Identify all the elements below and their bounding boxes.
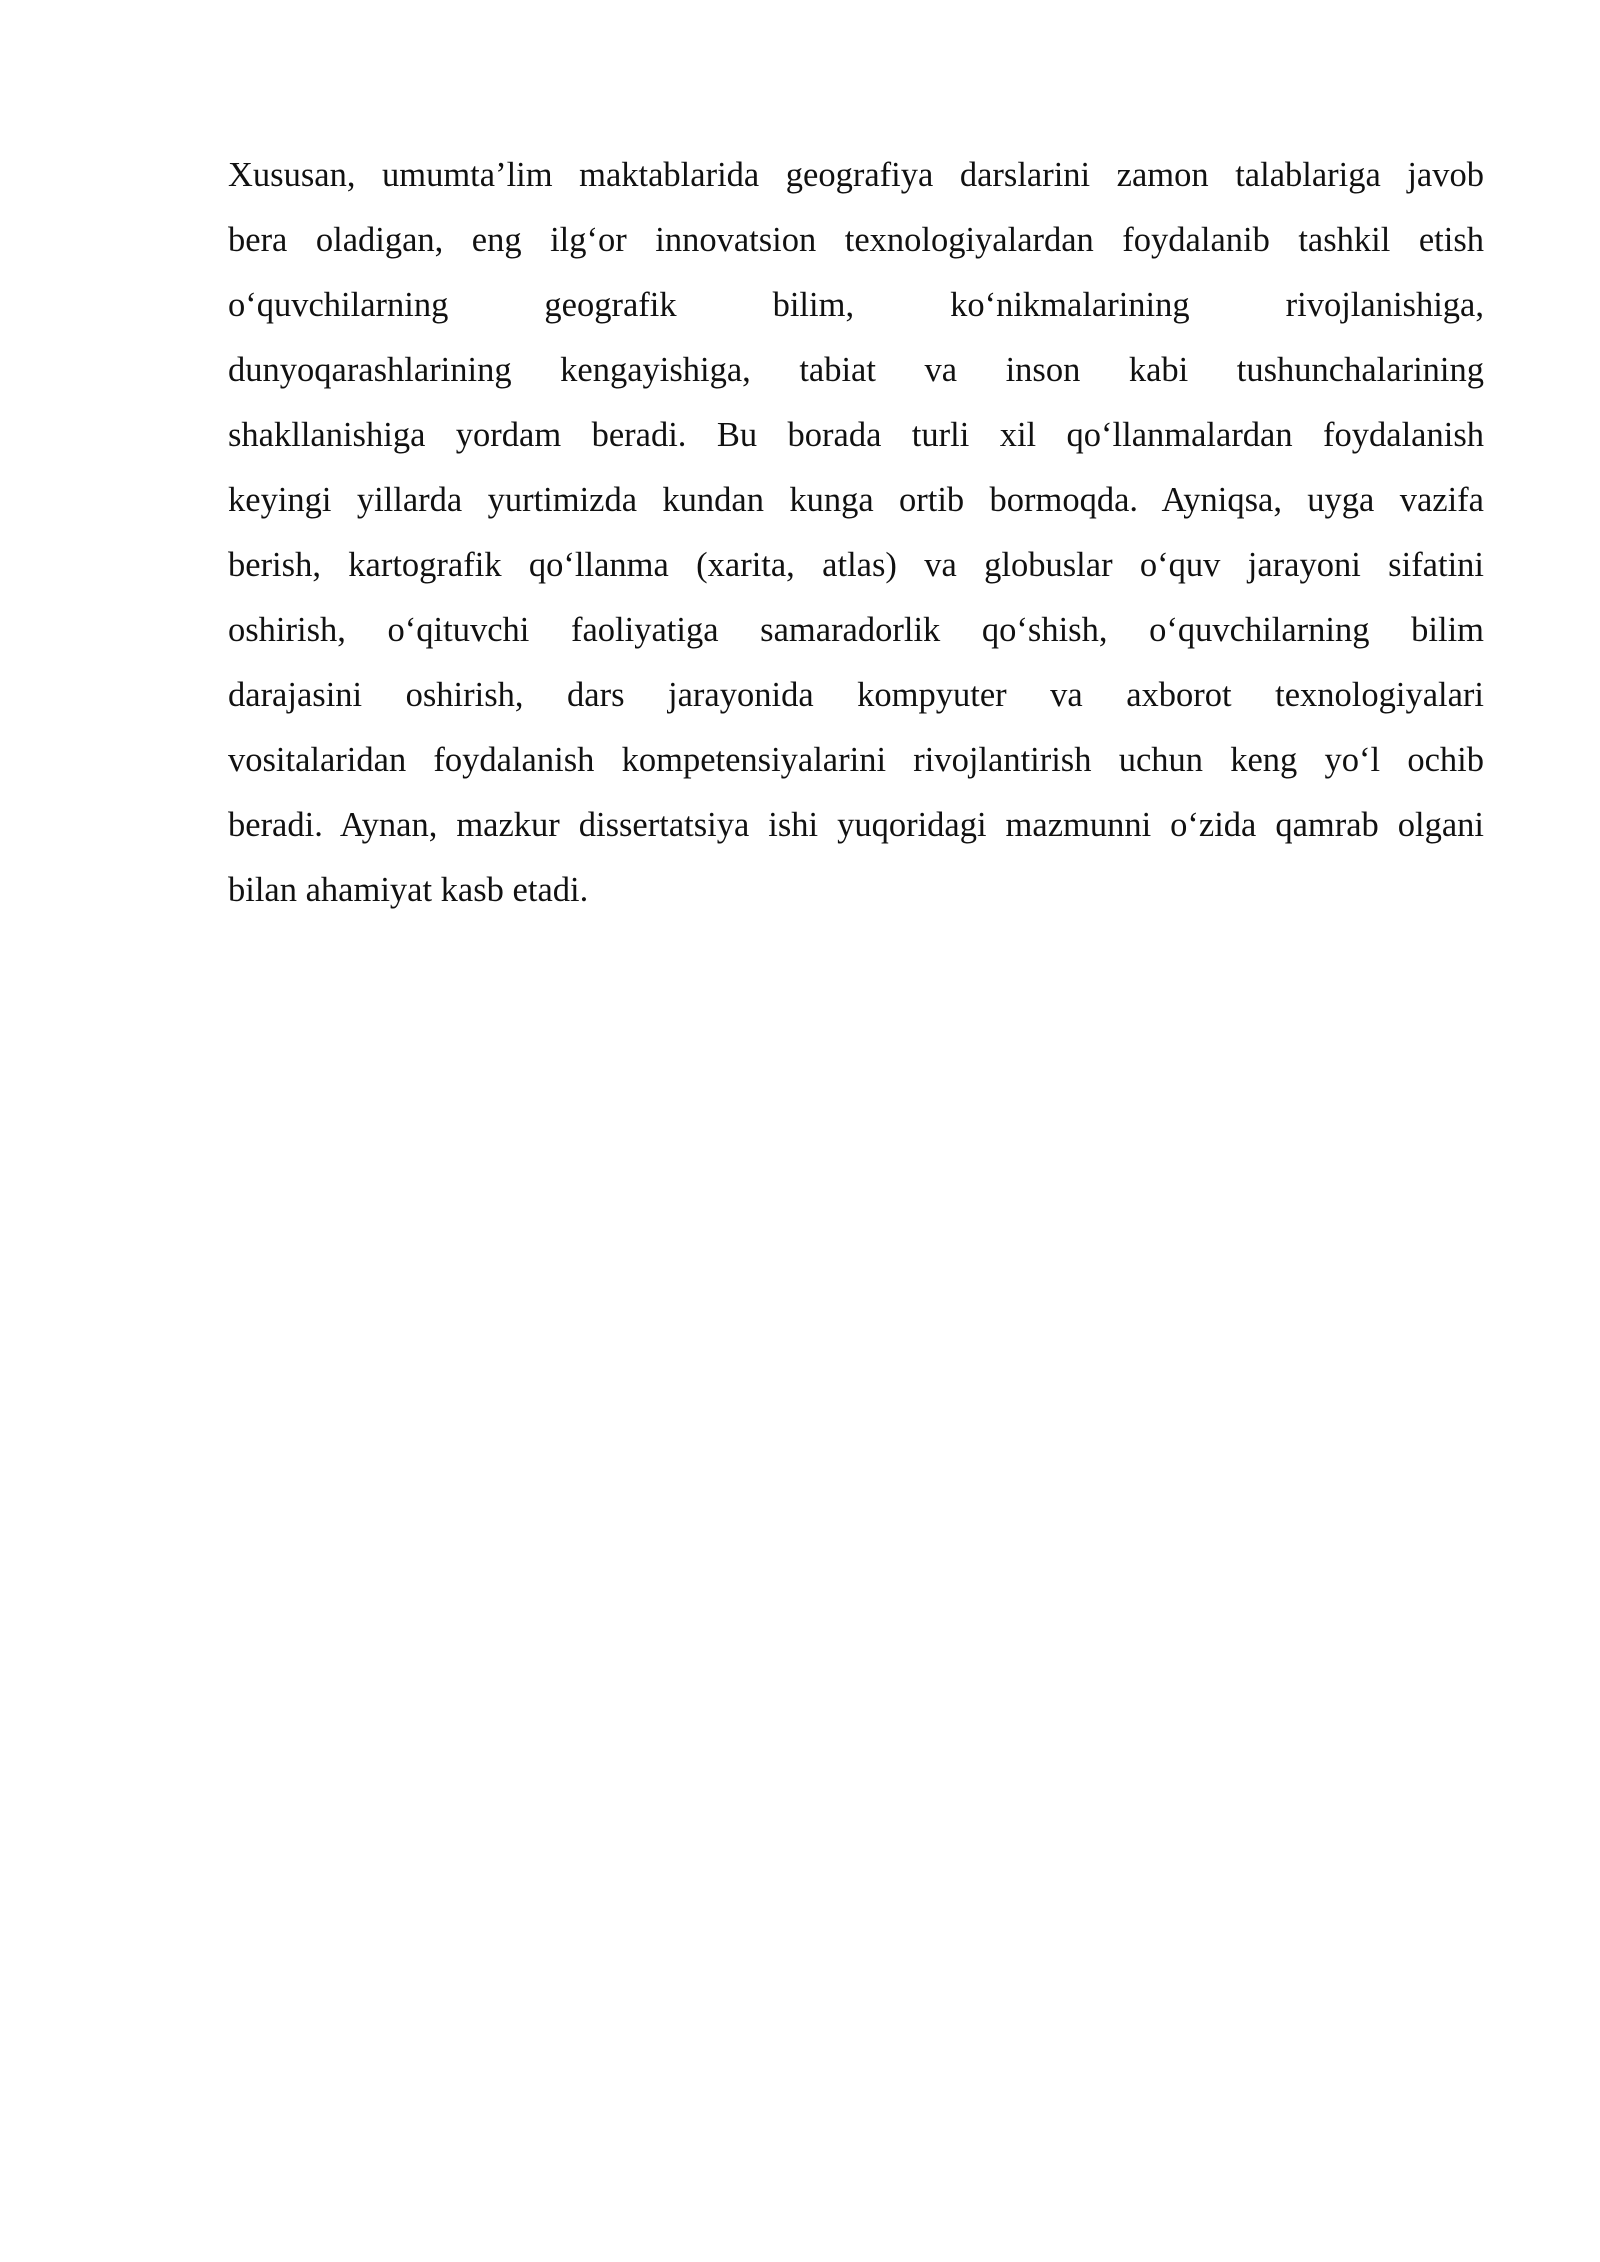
paragraph-line: oshirish, o‘qituvchi faoliyatiga samaradorlik qo‘shish, o‘quvchilarning bilim [228, 611, 1484, 649]
paragraph-line: vositalaridan foydalanish kompetensiyalarini rivojlantirish uchun keng yo‘l ochib [228, 741, 1484, 779]
paragraph-line: shakllanishiga yordam beradi. Bu borada turli xil qo‘llanmalardan foydalanish [228, 416, 1484, 454]
paragraph-line: Xususan, umumta’lim maktablarida geografiya darslarini zamon talablariga javob [228, 156, 1484, 194]
paragraph-line: dunyoqarashlarining kengayishiga, tabiat va inson kabi tushunchalarining [228, 351, 1484, 389]
paragraph-line: bera oladigan, eng ilg‘or innovatsion texnologiyalardan foydalanib tashkil etish [228, 221, 1484, 259]
paragraph-line: keyingi yillarda yurtimizda kundan kunga ortib bormoqda. Ayniqsa, uyga vazifa [228, 481, 1484, 519]
paragraph-line: bilan ahamiyat kasb etadi. [228, 871, 589, 909]
paragraph-line: o‘quvchilarning geografik bilim, ko‘nikmalarining rivojlanishiga, [228, 286, 1484, 324]
paragraph-line: darajasini oshirish, dars jarayonida kompyuter va axborot texnologiyalari [228, 676, 1484, 714]
body-paragraph [228, 143, 1484, 923]
paragraph-line: berish, kartografik qo‘llanma (xarita, atlas) va globuslar o‘quv jarayoni sifatini [228, 546, 1484, 584]
paragraph-line: beradi. Aynan, mazkur dissertatsiya ishi yuqoridagi mazmunni o‘zida qamrab olgani [228, 806, 1484, 844]
